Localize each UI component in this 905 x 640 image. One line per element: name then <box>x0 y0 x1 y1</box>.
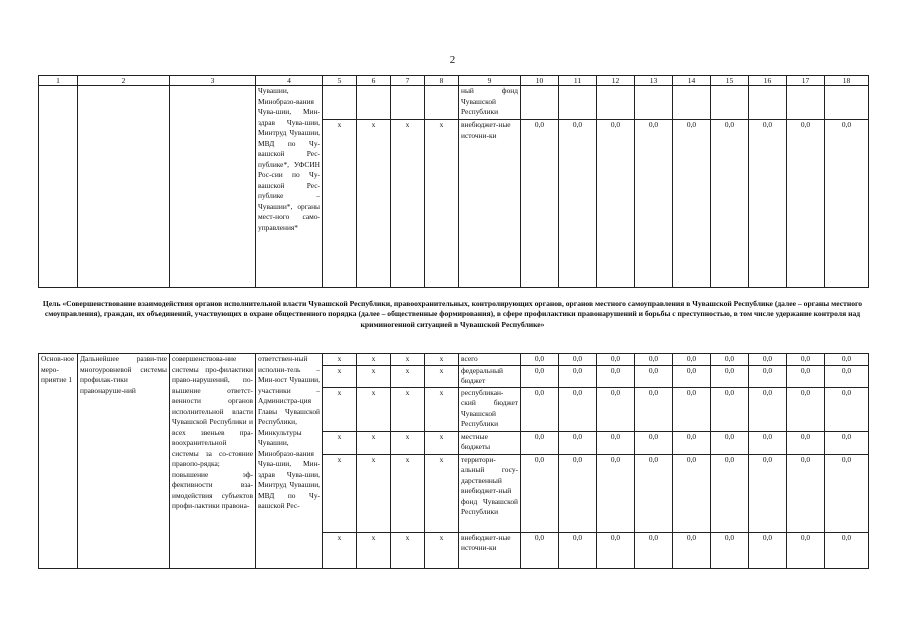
value-cell: 0,0 <box>711 387 749 431</box>
value-cell: 0,0 <box>825 354 869 366</box>
table-continuation <box>38 75 869 288</box>
value-cell: 0,0 <box>787 354 825 366</box>
mark-cell: x <box>391 431 425 454</box>
value-cell: 0,0 <box>787 454 825 532</box>
value-cell: 0,0 <box>597 431 635 454</box>
value-cell: 0,0 <box>825 387 869 431</box>
mark-cell: x <box>323 365 357 387</box>
mark-cell: x <box>391 532 425 568</box>
value-cell: 0,0 <box>711 431 749 454</box>
header-cell: 1 <box>39 76 78 86</box>
value-cell: 0,0 <box>559 365 597 387</box>
mark-cell: x <box>323 120 357 288</box>
value-cell: 0,0 <box>521 532 559 568</box>
value-cell: 0,0 <box>635 532 673 568</box>
value-cell: 0,0 <box>559 354 597 366</box>
value-cell: 0,0 <box>521 387 559 431</box>
value-cell: 0,0 <box>787 365 825 387</box>
mark-cell: x <box>323 532 357 568</box>
value-cell: 0,0 <box>749 354 787 366</box>
value-cell: 0,0 <box>749 532 787 568</box>
value-cell: 0,0 <box>559 532 597 568</box>
value-cell: 0,0 <box>635 354 673 366</box>
activity-goal: совершенствова-ние системы про-филактики право-нарушений, по-вышение ответст-венности органов исполнительной власти Чувашской Республики и всех звеньев пра-воохранительной системы за со-стояние правопо-рядка; повышение эф-фективности вза-имодействия субъектов профи-лактики правона- <box>170 354 256 569</box>
value-cell: 0,0 <box>787 532 825 568</box>
mark-cell: x <box>357 354 391 366</box>
mark-cell: x <box>425 454 459 532</box>
value-cell: 0,0 <box>521 454 559 532</box>
funding-source: всего <box>459 354 521 366</box>
mark-cell: x <box>425 354 459 366</box>
cell-empty <box>78 86 170 288</box>
value-cell: 0,0 <box>597 365 635 387</box>
value-cell: 0,0 <box>825 532 869 568</box>
header-cell: 18 <box>825 76 869 86</box>
mark-cell: x <box>357 387 391 431</box>
mark-cell <box>425 86 459 120</box>
value-cell: 0,0 <box>521 431 559 454</box>
funding-source: ный фонд Чувашской Республики <box>459 86 521 120</box>
value-cell: 0,0 <box>825 454 869 532</box>
value-cell: 0,0 <box>711 354 749 366</box>
header-row <box>39 76 869 86</box>
mark-cell: x <box>357 365 391 387</box>
mark-cell: x <box>425 120 459 288</box>
value-cell: 0,0 <box>673 365 711 387</box>
header-cell: 9 <box>459 76 521 86</box>
value-cell <box>749 86 787 120</box>
value-cell: 0,0 <box>635 120 673 288</box>
table-row <box>39 86 869 120</box>
value-cell: 0,0 <box>673 532 711 568</box>
header-cell: 6 <box>357 76 391 86</box>
mark-cell: x <box>391 365 425 387</box>
header-cell: 11 <box>559 76 597 86</box>
mark-cell: x <box>323 454 357 532</box>
value-cell <box>711 86 749 120</box>
header-cell: 5 <box>323 76 357 86</box>
value-cell: 0,0 <box>635 365 673 387</box>
mark-cell <box>323 86 357 120</box>
mark-cell: x <box>425 387 459 431</box>
header-cell: 2 <box>78 76 170 86</box>
value-cell: 0,0 <box>825 365 869 387</box>
value-cell: 0,0 <box>559 120 597 288</box>
value-cell: 0,0 <box>597 120 635 288</box>
value-cell: 0,0 <box>787 387 825 431</box>
value-cell: 0,0 <box>597 532 635 568</box>
funding-source: внебюджет-ные источни-ки <box>459 532 521 568</box>
mark-cell: x <box>357 532 391 568</box>
header-cell: 3 <box>170 76 256 86</box>
header-cell: 16 <box>749 76 787 86</box>
mark-cell <box>391 86 425 120</box>
executors-cell: Чувашии, Минобразо-вания Чува-шии, Мин-здрав Чува-шии, Минтруд Чувашии, МВД по Чу-вашской Рес-публике*, УФСИН Рос-сии по Чу-вашской Рес-публике – Чувашии*, органы мест-ного само-управления* <box>256 86 323 288</box>
value-cell: 0,0 <box>597 387 635 431</box>
value-cell <box>635 86 673 120</box>
mark-cell: x <box>323 387 357 431</box>
funding-source: федеральный бюджет <box>459 365 521 387</box>
mark-cell: x <box>323 354 357 366</box>
value-cell: 0,0 <box>521 120 559 288</box>
executors-cell: ответствен-ный исполни-тель – Мин-юст Чувашии, участники – Администра-ция Главы Чувашской Республики, Минкультуры Чувашии, Минобразо-вания Чува-шии, Мин-здрав Чува-шии, Минтруд Чувашии, МВД по Чу-вашской Рес- <box>256 354 323 569</box>
mark-cell: x <box>357 454 391 532</box>
mark-cell: x <box>391 354 425 366</box>
value-cell: 0,0 <box>559 431 597 454</box>
goal-heading: Цель «Совершенствование взаимодействия органов исполнительной власти Чувашской Республики, правоохранительных, контролирующих органов, органов местного самоуправления в Чувашской Республике (далее – органы местного смоуправления), граждан, их объединений, участвующих в охране общественного порядка (далее – общественные формирования), в сфере профилактики правонарушений и борьбы с преступностью, в том числе удержание контроля над криминогенной ситуацией в Чувашской Республике» <box>42 299 863 329</box>
value-cell: 0,0 <box>673 431 711 454</box>
value-cell <box>673 86 711 120</box>
mark-cell: x <box>391 120 425 288</box>
activity-number: Основ-ное меро-приятие 1 <box>39 354 78 569</box>
header-cell: 17 <box>787 76 825 86</box>
value-cell: 0,0 <box>749 120 787 288</box>
table-main-activity <box>38 353 869 569</box>
mark-cell: x <box>357 120 391 288</box>
value-cell <box>559 86 597 120</box>
header-cell: 15 <box>711 76 749 86</box>
value-cell <box>825 86 869 120</box>
value-cell: 0,0 <box>673 354 711 366</box>
mark-cell: x <box>391 454 425 532</box>
table-row <box>39 354 869 366</box>
cell-empty <box>39 86 78 288</box>
value-cell: 0,0 <box>635 387 673 431</box>
value-cell: 0,0 <box>635 431 673 454</box>
value-cell: 0,0 <box>787 120 825 288</box>
mark-cell: x <box>425 532 459 568</box>
header-cell: 12 <box>597 76 635 86</box>
mark-cell: x <box>357 431 391 454</box>
value-cell <box>597 86 635 120</box>
value-cell: 0,0 <box>521 354 559 366</box>
value-cell: 0,0 <box>559 454 597 532</box>
header-cell: 13 <box>635 76 673 86</box>
value-cell: 0,0 <box>787 431 825 454</box>
funding-source: местные бюджеты <box>459 431 521 454</box>
mark-cell: x <box>425 365 459 387</box>
value-cell: 0,0 <box>597 354 635 366</box>
cell-empty <box>170 86 256 288</box>
funding-source: республикан-ский бюджет Чувашской Республики <box>459 387 521 431</box>
value-cell: 0,0 <box>711 532 749 568</box>
value-cell: 0,0 <box>559 387 597 431</box>
value-cell: 0,0 <box>749 454 787 532</box>
value-cell: 0,0 <box>597 454 635 532</box>
value-cell: 0,0 <box>521 365 559 387</box>
value-cell <box>521 86 559 120</box>
header-cell: 8 <box>425 76 459 86</box>
header-cell: 10 <box>521 76 559 86</box>
value-cell: 0,0 <box>749 365 787 387</box>
page-number: 2 <box>449 54 456 66</box>
funding-source: территори-альный госу-дарственный внебюджет-ный фонд Чувашской Республики <box>459 454 521 532</box>
funding-source: внебюджет-ные источни-ки <box>459 120 521 288</box>
mark-cell <box>357 86 391 120</box>
value-cell <box>787 86 825 120</box>
value-cell: 0,0 <box>711 365 749 387</box>
header-cell: 14 <box>673 76 711 86</box>
mark-cell: x <box>323 431 357 454</box>
value-cell: 0,0 <box>825 120 869 288</box>
activity-title: Дальнейшее разви-тие многоуровневой системы профилак-тики правонаруше-ний <box>78 354 170 569</box>
value-cell: 0,0 <box>673 387 711 431</box>
value-cell: 0,0 <box>673 120 711 288</box>
mark-cell: x <box>391 387 425 431</box>
value-cell: 0,0 <box>635 454 673 532</box>
value-cell: 0,0 <box>711 454 749 532</box>
value-cell: 0,0 <box>825 431 869 454</box>
value-cell: 0,0 <box>749 387 787 431</box>
header-cell: 4 <box>256 76 323 86</box>
value-cell: 0,0 <box>711 120 749 288</box>
value-cell: 0,0 <box>673 454 711 532</box>
header-cell: 7 <box>391 76 425 86</box>
mark-cell: x <box>425 431 459 454</box>
value-cell: 0,0 <box>749 431 787 454</box>
